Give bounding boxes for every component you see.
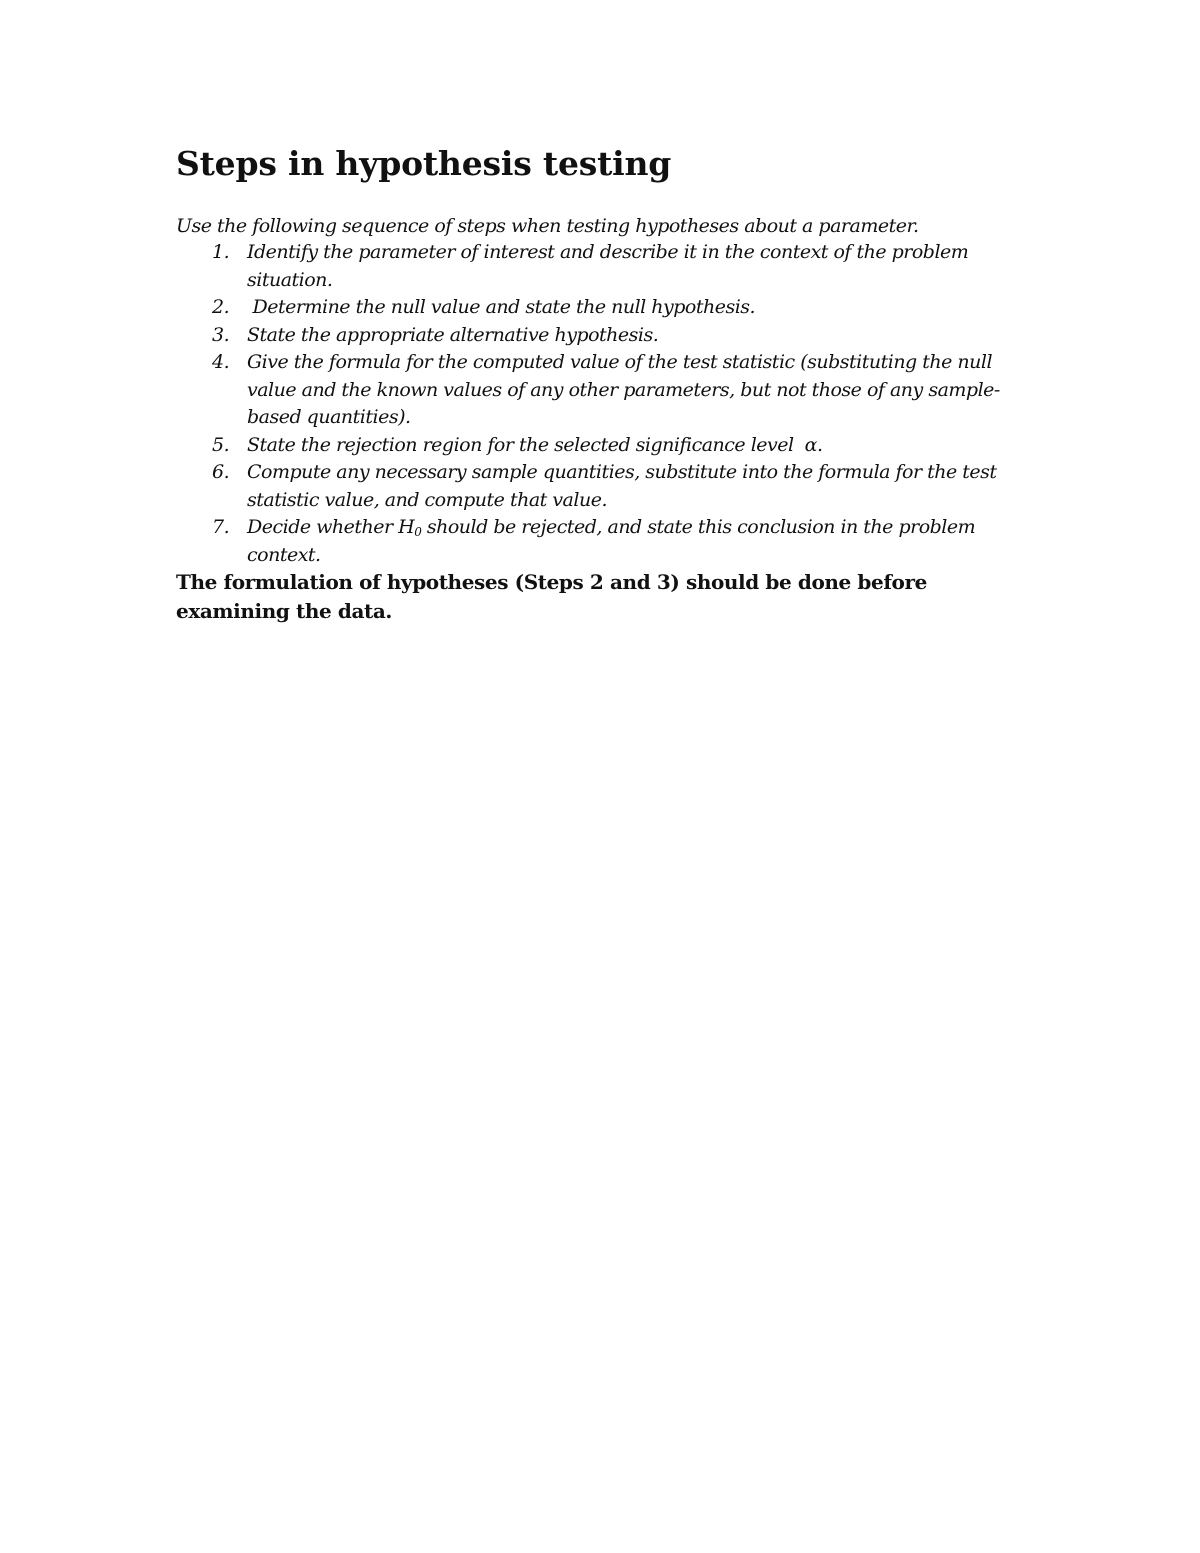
step-number: 7. [212,516,230,538]
step-number: 3. [212,323,230,346]
step-text: Give the formula for the computed value of the test statistic (substituting the null value and the known values of any other parameters, but not those of any sample-based quantities). [247,351,1000,428]
list-item-step-2 [176,294,1026,322]
hypothesis-subscript: 0 [414,525,422,539]
hypothesis-symbol: H [398,516,415,538]
step-text-before: Decide whether [247,516,399,538]
list-item-step-7 [176,514,1026,569]
step-text: Determine the null value and state the null hypothesis. [247,296,756,318]
step-number: 6. [212,461,230,483]
step-text-after: should be rejected, and state this conclusion in the problem context. [247,516,976,566]
intro-text: Use the following sequence of steps when testing hypotheses about a parameter. [176,215,919,237]
list-item-step-6 [176,459,1026,514]
step-text [247,514,1007,569]
list-item-step-4 [176,349,1026,432]
step-text: Identify the parameter of interest and describe it in the context of the problem situation. [247,241,969,291]
step-text: State the rejection region for the selected significance level α. [247,433,823,456]
page-title: Steps in hypothesis testing [176,144,672,183]
step-number: 5. [212,433,230,456]
steps-list [176,239,1026,569]
step-number: 4. [212,351,230,373]
step-number: 2. [212,296,230,318]
list-item-step-5 [176,432,1026,460]
list-item-step-3 [176,322,1026,350]
list-item-step-1 [176,239,1026,294]
step-text: State the appropriate alternative hypothesis. [247,323,659,346]
step-text: Compute any necessary sample quantities, substitute into the formula for the test statistic value, and compute that value. [247,461,997,511]
closing-note: The formulation of hypotheses (Steps 2 and 3) should be done before examining the data. [176,570,927,623]
step-number: 1. [212,241,230,263]
